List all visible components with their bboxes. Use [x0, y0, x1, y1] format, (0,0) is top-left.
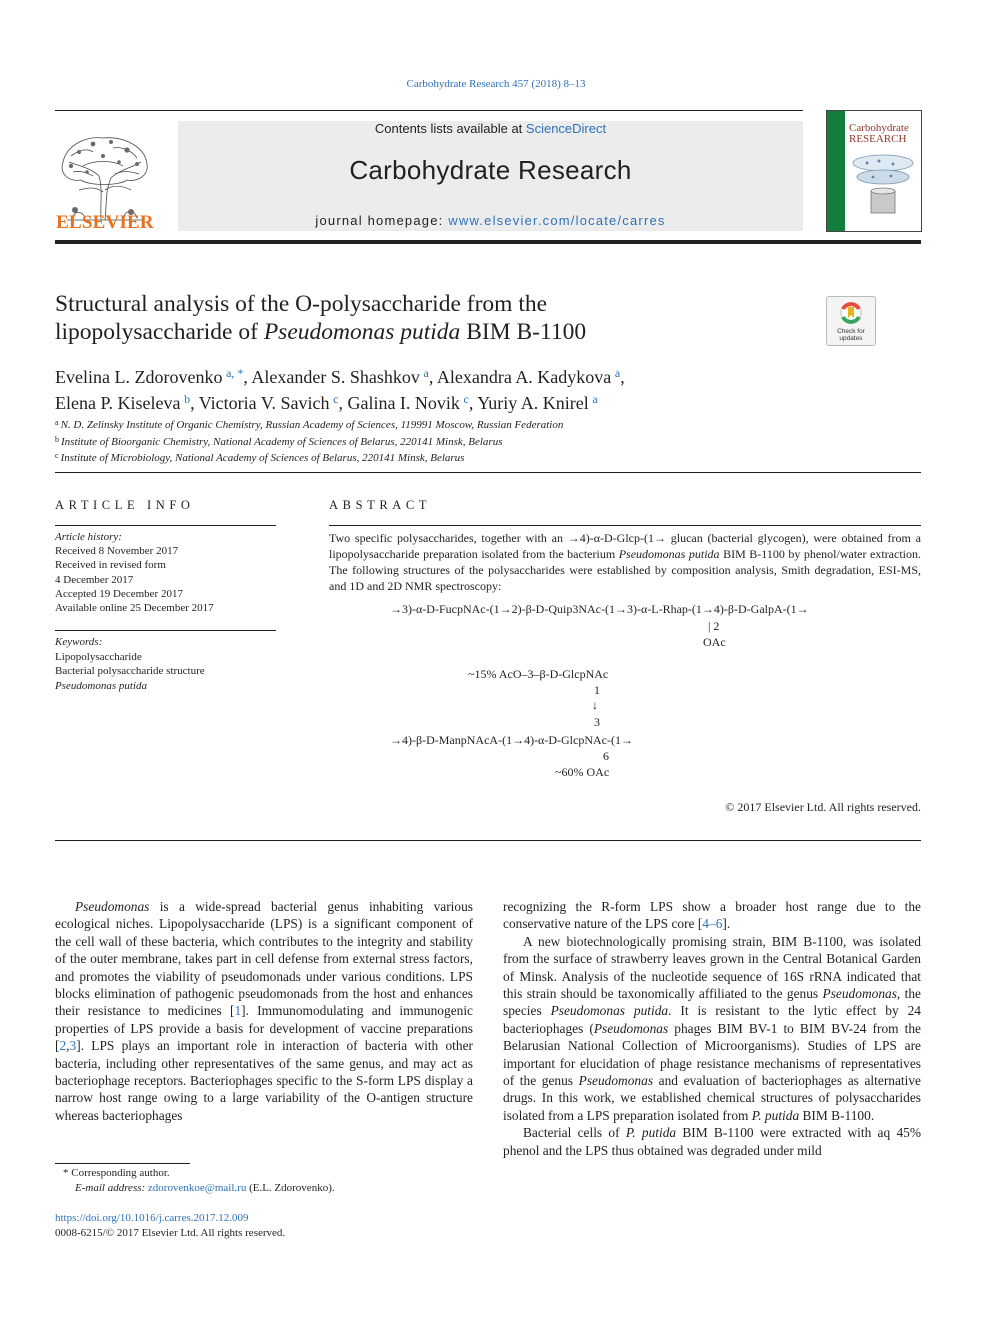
journal-masthead: [178, 121, 803, 231]
journal-homepage-line: [178, 213, 803, 228]
affiliation-text: N. D. Zelinsky Institute of Organic Chemistry, Russian Academy of Sciences, 119991 Moscow, Russian Federation: [60, 419, 564, 431]
reference-link-4-6[interactable]: 4–6: [702, 916, 723, 932]
reference-link-3[interactable]: 3: [69, 1038, 77, 1054]
author-item: Elena P. Kiseleva $^b$,: [55, 392, 199, 413]
continued-text-a: recognizing the R-form LPS show a broader host range due to the conservative nature of the LPS core [: [503, 899, 921, 932]
title-line-2: [55, 318, 775, 346]
abstract-text-a: Two specific polysaccharides, together with an →4)-α-D-Glcp-(1→ glucan (bacterial glycogen), were obtained from a lipopolysaccharide preparation isolated from the bacterium: [329, 531, 921, 561]
p2-text-c: . It is resistant to the lytic effect by 24 bacteriophages (: [503, 1003, 921, 1036]
crossmark-label-check: Check for: [837, 328, 865, 335]
p2-text-d: phages BIM BV-1 to BIM BV-24 from the Belarusian National Collection of Microorganisms). Studies of LPS are important for elucidation of phage resistance mechanisms of representatives of the genus: [503, 1020, 921, 1089]
author-item: Alexander S. Shashkov $^a$,: [251, 366, 437, 387]
email-label: E-mail address:: [75, 1182, 148, 1194]
p2-italic-1: Pseudomonas: [822, 986, 897, 1002]
author-name: Elena P. Kiseleva: [55, 393, 181, 413]
intro-paragraph-1-continued: [503, 898, 921, 933]
title-line-1: Structural analysis of the O-polysaccharide from the: [55, 291, 548, 317]
author-item: Galina I. Novik $^c$,: [347, 392, 478, 413]
doi-link[interactable]: https://doi.org/10.1016/j.carres.2017.12.009: [55, 1212, 249, 1224]
p3-italic-1: P. putida: [625, 1125, 677, 1141]
structure-1-branch-link: | 2: [708, 619, 720, 633]
abstract-copyright: © 2017 Elsevier Ltd. All rights reserved.: [725, 800, 921, 814]
abstract-heading: ABSTRACT: [329, 498, 432, 512]
author-name: Alexandra A. Kadykova: [436, 367, 612, 387]
keyword-item: [55, 679, 285, 694]
intro-paragraph-1: [55, 898, 473, 1124]
continued-text-b: ].: [722, 916, 731, 932]
title-line-2-end: BIM B-1100: [460, 319, 587, 345]
affiliation-sup: b: [55, 434, 59, 444]
affiliation-item: [55, 449, 915, 466]
structure-2-link-6: 6: [603, 749, 609, 763]
footnote-corresponding: [55, 1166, 475, 1181]
article-info-heading: ARTICLE INFO: [55, 498, 195, 512]
structure-2-oac: ~60% OAc: [555, 765, 610, 779]
header-thick-rule: [55, 240, 921, 244]
reference-link-2[interactable]: 2: [59, 1038, 67, 1054]
affiliation-text: Institute of Bioorganic Chemistry, National Academy of Sciences of Belarus, 220141 Minsk, Belarus: [61, 435, 503, 448]
body-column-left: [55, 898, 473, 1124]
structure-1-oac: OAc: [703, 635, 726, 649]
crossmark-label-updates: updates: [839, 335, 863, 342]
author-affiliation-sup[interactable]: c: [333, 392, 339, 406]
intro-text-b: ]. Immunomodulating and immunogenic properties of LPS provide a basis for development of vaccine preparations [: [55, 1003, 473, 1054]
structure-2-link-3: 3: [594, 715, 600, 729]
corresponding-author-footnote: [55, 1166, 475, 1196]
affiliation-list: [55, 416, 915, 466]
keywords-label: Keywords:: [55, 636, 103, 648]
author-affiliation-sup[interactable]: b: [184, 392, 191, 406]
contents-prefix: Contents lists available at: [374, 121, 526, 136]
check-for-updates-badge[interactable]: [826, 296, 876, 346]
structure-2-main-chain: →4)-β-D-ManpNAcA-(1→4)-α-D-GlcpNAc-(1→: [390, 733, 633, 747]
doi-block: [55, 1211, 285, 1241]
author-item: Victoria V. Savich $^c$,: [198, 392, 348, 413]
p3-text-b: BIM B-1100 were extracted with aq 45% phenol and the LPS thus obtained was degraded under mild: [503, 1125, 921, 1158]
contents-available-line: [178, 121, 803, 136]
p2-italic-3: Pseudomonas: [593, 1020, 669, 1036]
author-item: Alexandra A. Kadykova $^a$,: [436, 366, 625, 387]
title-line-2-start: lipopolysaccharide of: [55, 319, 264, 345]
abstract-text-b: BIM B-1100 by phenol/water extraction. The following structures of the polysaccharides were established by composition analysis, Smith degradation, ESI-MS, and 1D and 2D NMR spectroscopy:: [329, 547, 921, 593]
abstract-rule: [329, 525, 921, 526]
journal-cover-thumbnail[interactable]: [826, 110, 922, 232]
journal-name: Carbohydrate Research: [349, 155, 632, 185]
elsevier-wordmark: ELSEVIER: [56, 212, 154, 233]
intro-text-c: ]. LPS plays an important role in interaction of bacteria with other bacteria, including other representatives of the same genus, and may act as bacteriophage receptors. Bacteriophages specific to the S-form LPS display a narrow host range owing to a large variability of the O-antigen structure whereas bacteriophages: [55, 1038, 473, 1123]
p2-text-a: A new biotechnologically promising strain, BIM B-1100, was isolated from the surface of strawberry leaves grown in the Central Botanical Garden of Minsk. Analysis of the nucleotide sequence of 16S rRNA indicated that this strain should be taxonomically affiliated to the genus: [503, 933, 921, 1002]
history-items: [55, 544, 285, 615]
structure-2-arrow: ↓: [592, 698, 598, 712]
affiliation-rule: [55, 472, 921, 473]
affiliation-item: [55, 433, 915, 450]
p2-italic-4: Pseudomonas: [578, 1073, 654, 1089]
history-label: Article history:: [55, 531, 122, 543]
article-title: [55, 290, 775, 346]
p2-italic-5: P. putida: [751, 1107, 800, 1123]
body-rule: [55, 840, 921, 841]
history-item: 4 December 2017: [55, 573, 134, 586]
footnote-email-line: [55, 1181, 475, 1196]
author-affiliation-sup[interactable]: a: [423, 366, 429, 380]
affiliation-sup: a: [55, 418, 59, 427]
author-name: Yuriy A. Knirel: [477, 393, 589, 413]
author-affiliation-sup[interactable]: a: [592, 392, 598, 406]
affiliation-text: Institute of Microbiology, National Academy of Sciences of Belarus, 220141 Minsk, Belarus: [60, 452, 465, 464]
article-info-rule-top: [55, 525, 276, 526]
affiliation-sup: c: [55, 451, 59, 460]
p2-text-b: , the species: [503, 986, 922, 1019]
author-name: Evelina L. Zdorovenko: [55, 367, 223, 387]
header-top-rule: [55, 110, 803, 111]
intro-text-a: is a wide-spread bacterial genus inhabiting various ecological niches. Lipopolysaccharide (LPS) is a significant component of the cell wall of these bacteria, which contributes to the integrity and stability of the outer membrane, takes part in cell defense from external stress factors, and promotes the viability of pseudomonads under various conditions. LPS blocks elimination of pathogenic pseudomonads from the host and enhances their resistance to medicines [: [55, 899, 473, 1019]
p3-text-a: Bacterial cells of: [523, 1125, 626, 1141]
reference-link-1[interactable]: 1: [234, 1003, 242, 1019]
author-name: Alexander S. Shashkov: [251, 367, 420, 387]
title-species: Pseudomonas putida: [263, 319, 461, 345]
author-affiliation-sup[interactable]: a, *: [226, 366, 244, 380]
genus-name: Pseudomonas: [75, 899, 150, 914]
keyword-item: Lipopolysaccharide: [55, 650, 142, 663]
structure-2-side-chain: ~15% AcO–3–β-D-GlcpNAc: [468, 667, 609, 681]
intro-paragraph-3: [503, 1124, 921, 1159]
footnote-corresponding-text: Corresponding author.: [71, 1167, 170, 1179]
homepage-prefix: journal homepage:: [315, 213, 449, 228]
cover-illustration: [847, 145, 919, 223]
history-item: Available online 25 December 2017: [55, 602, 214, 615]
article-history: [55, 530, 285, 615]
history-item: Received in revised form: [55, 559, 166, 572]
author-email-link[interactable]: zdorovenkoe@mail.ru: [147, 1182, 247, 1194]
keyword-species: Pseudomonas putida: [55, 679, 147, 692]
p2-italic-2: Pseudomonas putida: [550, 1003, 669, 1019]
author-list: [55, 362, 915, 414]
intro-paragraph-2: [503, 933, 921, 1124]
author-affiliation-sup[interactable]: a: [614, 366, 621, 380]
email-suffix: (E.L. Zdorovenko).: [246, 1182, 335, 1194]
author-name: Victoria V. Savich: [198, 393, 330, 413]
cover-title: Carbohydrate RESEARCH: [849, 122, 909, 145]
issn-line: 0008-6215/© 2017 Elsevier Ltd. All rights reserved.: [55, 1227, 286, 1239]
p2-text-f: BIM B-1100.: [799, 1107, 875, 1123]
author-item: Evelina L. Zdorovenko $^{a, *}$,: [55, 366, 252, 387]
abstract-species: Pseudomonas putida: [618, 547, 720, 561]
keyword-item: Bacterial polysaccharide structure: [55, 665, 205, 677]
p2-text-e: and evaluation of bacteriophages as alternative drugs. In this work, we established chemical structures of polysaccharides isolated from a LPS preparation isolated from: [503, 1073, 921, 1123]
author-affiliation-sup[interactable]: c: [463, 392, 469, 406]
reference-separator: ,: [66, 1038, 70, 1054]
footnote-marker: *: [63, 1167, 69, 1179]
affiliation-item: [55, 416, 915, 433]
cover-green-band: [827, 111, 845, 231]
crossmark-icon: [827, 297, 875, 345]
author-item: [477, 393, 597, 413]
body-column-right: [503, 898, 921, 1159]
history-item: Accepted 19 December 2017: [55, 587, 183, 600]
sciencedirect-link[interactable]: ScienceDirect: [525, 121, 607, 136]
history-item: Received 8 November 2017: [55, 545, 179, 558]
keywords-block: [55, 635, 285, 693]
structure-1-main-chain: →3)-α-D-FucpNAc-(1→2)-β-D-Quip3NAc-(1→3)-α-L-Rhap-(1→4)-β-D-GalpA-(1→: [390, 602, 809, 616]
journal-citation[interactable]: Carbohydrate Research 457 (2018) 8–13: [406, 78, 586, 90]
journal-homepage-link[interactable]: www.elsevier.com/locate/carres: [448, 213, 666, 228]
structure-2-link-1: 1: [594, 683, 600, 697]
footnote-rule: [55, 1163, 190, 1164]
abstract-text: [329, 530, 921, 594]
author-name: Galina I. Novik: [347, 393, 460, 413]
article-info-rule-mid: [55, 630, 276, 631]
